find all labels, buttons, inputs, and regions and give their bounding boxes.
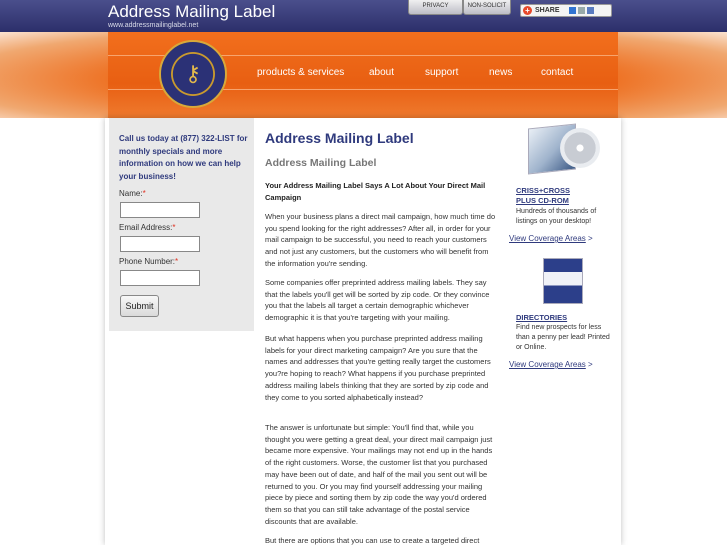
call-to-action-text: Call us today at (877) 322-LIST for monthly specials and more information on how we can help your business! [119, 134, 248, 181]
share-service-icons [569, 7, 594, 14]
site-url[interactable]: www.addressmailinglabel.net [108, 22, 199, 29]
site-title[interactable]: Address Mailing Label [108, 2, 276, 21]
page-subtitle: Address Mailing Label [265, 157, 377, 169]
required-mark: * [175, 257, 179, 266]
crisscross-name-line2[interactable]: PLUS CD-ROM [516, 196, 569, 205]
name-label [119, 189, 146, 198]
delicious-icon [569, 7, 576, 14]
submit-button[interactable]: Submit [120, 295, 159, 317]
share-button[interactable] [520, 4, 612, 17]
paragraph-5: But there are options that you can use to create a targeted direct [265, 536, 480, 545]
share-plus-icon: + [523, 6, 532, 15]
non-solicit-tab[interactable]: NON-SOLICIT [463, 0, 511, 15]
crisscross-description: Hundreds of thousands of listings on your desktop! [516, 208, 597, 225]
phone-input[interactable] [120, 270, 200, 286]
coverage-areas-link-2[interactable] [509, 360, 593, 369]
phone-label-text: Phone Number: [119, 257, 176, 266]
phone-label [119, 257, 178, 266]
bressers-logo[interactable] [159, 40, 227, 108]
chevron-right-icon: > [588, 234, 593, 243]
nav-about[interactable]: about [369, 67, 395, 78]
keys-icon: ⚷ [184, 61, 202, 86]
lead-heading: Your Address Mailing Label Says A Lot About Your Direct Mail Campaign [265, 181, 486, 202]
required-mark: * [172, 223, 176, 232]
directory-book-image[interactable] [543, 258, 583, 304]
email-label [119, 223, 175, 232]
chevron-right-icon: > [588, 360, 593, 369]
coverage-areas-link-1[interactable] [509, 234, 593, 243]
nav-contact[interactable]: contact [541, 67, 574, 78]
coverage-link-text[interactable]: View Coverage Areas [509, 234, 586, 243]
name-label-text: Name: [119, 189, 143, 198]
email-label-text: Email Address: [119, 223, 173, 232]
crisscross-name-line1[interactable]: CRISS+CROSS [516, 186, 570, 195]
email-input[interactable] [120, 236, 200, 252]
name-input[interactable] [120, 202, 200, 218]
paragraph-3: But what happens when you purchase preprinted address mailing labels for your direct marketing campaign? Are you sure that the names and addresses that you're getting really target the customers you?re hoping to reach? What happens if you purchase preprinted address mailing labels thinking that they are sorted by zip code and they come to you sorted alphabetically instead? [265, 334, 491, 402]
nav-products-services[interactable]: products & services [257, 67, 345, 78]
paragraph-1: When your business plans a direct mail campaign, how much time do you spend looking for the right addresses? After all, in order for your mail campaign to be successful, you need to reach your customers and not just any customers, but the customers who will benefit from the information you're sending. [265, 212, 496, 268]
cd-disc-image[interactable] [560, 128, 600, 168]
paragraph-2: Some companies offer preprinted address mailing labels. They say that the labels you'll get will be sorted by zip code. Or they convince you that the labels all target a certain demographic whichever demographic it is that you're targeting with your mailing. [265, 278, 490, 323]
coverage-link-text[interactable]: View Coverage Areas [509, 360, 586, 369]
share-label: SHARE [535, 7, 560, 14]
nav-support[interactable]: support [425, 67, 459, 78]
crisscross-product-link[interactable] [516, 186, 570, 206]
privacy-tab[interactable]: PRIVACY [408, 0, 463, 15]
facebook-icon [587, 7, 594, 14]
digg-icon [578, 7, 585, 14]
paragraph-4: The answer is unfortunate but simple: You'll find that, while you thought you were getting a great deal, your direct mail campaign just became more expensive. Your mailings may not end up in the hands of the right customers. Worse, the customer list that you purchased may have been out of date, and half of the mail you sent out will be returned to you. Or you may find yourself addressing your mailing piece by piece and sorting them by zip code the way you'd ordered them so that you can still take advantage of the postal service discounts that are available. [265, 423, 493, 526]
directories-description: Find new prospects for less than a penny per lead! Printed or Online. [516, 324, 610, 351]
directories-product-link[interactable]: DIRECTORIES [516, 313, 568, 322]
required-mark: * [142, 189, 146, 198]
page-title: Address Mailing Label [265, 130, 414, 146]
nav-news[interactable]: news [489, 67, 513, 78]
